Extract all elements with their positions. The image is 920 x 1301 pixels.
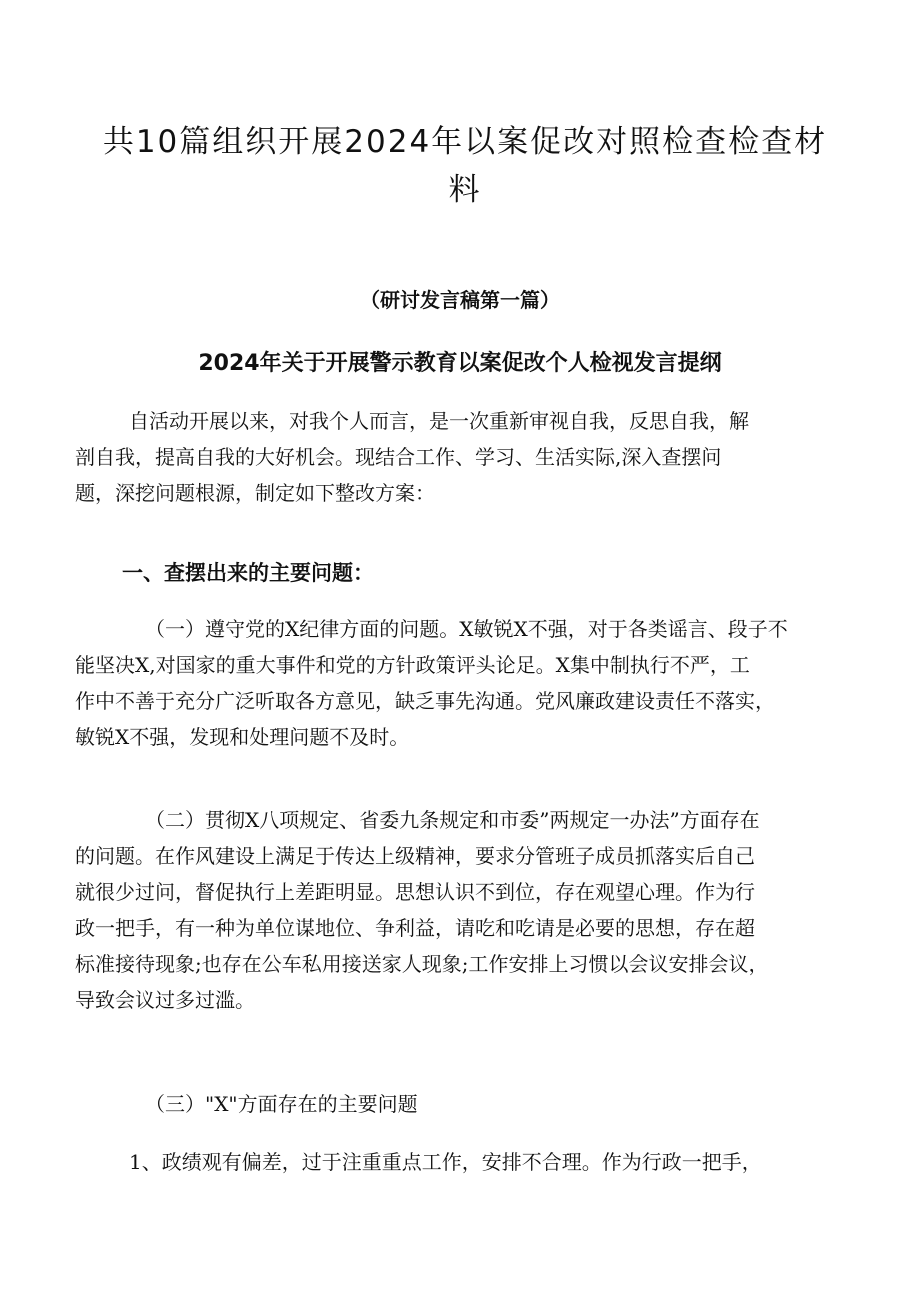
problem-paragraph-2 xyxy=(75,802,865,1018)
item-paragraph-1 xyxy=(75,1144,865,1180)
paragraph-line: 的问题。在作风建设上满足于传达上级精神，要求分管班子成员抓落实后自己 xyxy=(75,844,755,868)
paragraph-line: （一）遵守党的X纪律方面的问题。X敏锐X不强，对于各类谣言、段子不 xyxy=(145,617,788,641)
paragraph-line: 就很少过问，督促执行上差距明显。思想认识不到位，存在观望心理。作为行 xyxy=(75,880,755,904)
paragraph-line: 政一把手，有一种为单位谋地位、争利益，请吃和吃请是必要的思想，存在超 xyxy=(75,916,755,940)
paragraph-line: 作中不善于充分广泛听取各方意见，缺乏事先沟通。党风廉政建设责任不落实， xyxy=(75,689,775,713)
problem-paragraph-3 xyxy=(75,1086,865,1122)
intro-line: 剖自我，提高自我的大好机会。现结合工作、学习、生活实际,深入查摆问 xyxy=(75,445,722,469)
paragraph-line: 能坚决X,对国家的重大事件和党的方针政策评头论足。X集中制执行不严，工 xyxy=(75,653,750,677)
paragraph-line: 敏锐X不强，发现和处理问题不及时。 xyxy=(75,725,410,749)
intro-line: 题，深挖问题根源，制定如下整改方案： xyxy=(75,481,435,505)
series-label: （研讨发言稿第一篇） xyxy=(360,288,560,312)
intro-line: 自活动开展以来，对我个人而言，是一次重新审视自我，反思自我，解 xyxy=(129,409,749,433)
paragraph-line: 标准接待现象;也存在公车私用接送家人现象;工作安排上习惯以会议安排会议， xyxy=(75,952,769,976)
document-heading: 2024年关于开展警示教育以案促改个人检视发言提纲 xyxy=(198,351,722,376)
problem-paragraph-1 xyxy=(75,611,865,755)
paragraph-line: （二）贯彻X八项规定、省委九条规定和市委”两规定一办法”方面存在 xyxy=(145,808,760,832)
section-heading: 一、查摆出来的主要问题： xyxy=(122,561,374,585)
document-title: 共10篇组织开展2024年以案促改对照检查检查材料 xyxy=(102,124,828,208)
intro-paragraph xyxy=(75,403,865,511)
paragraph-line: 导致会议过多过滥。 xyxy=(75,988,255,1012)
paragraph-line: （三）"X"方面存在的主要问题 xyxy=(145,1092,418,1116)
paragraph-line: 1、政绩观有偏差，过于注重重点工作，安排不合理。作为行政一把手， xyxy=(129,1150,762,1174)
